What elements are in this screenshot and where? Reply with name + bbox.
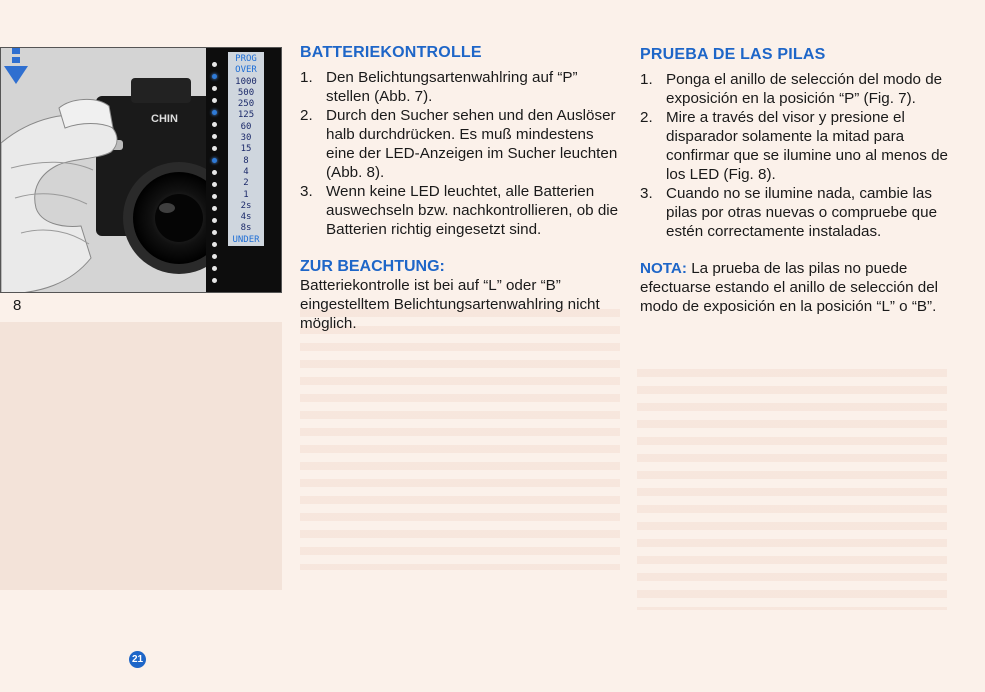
- led-indicator: [212, 134, 217, 139]
- figure-number: 8: [13, 297, 22, 314]
- german-steps: [300, 68, 620, 239]
- led-indicator: [212, 206, 217, 211]
- led-indicator: [212, 254, 217, 259]
- scale-label: 1: [243, 189, 249, 200]
- scale-label: UNDER: [232, 234, 260, 245]
- led-indicator: [212, 194, 217, 199]
- led-indicator: [212, 182, 217, 187]
- led-indicator: [212, 278, 217, 283]
- list-item: 2. Mire a través del visor y presione el disparador solamente la mitad para confirmar que se ilumine uno al menos de los LED (Fig. 8).: [640, 109, 948, 183]
- scale-label: 30: [240, 133, 252, 144]
- spanish-note: [640, 259, 952, 316]
- list-item: 1. Ponga el anillo de selección del modo de exposición en la posición “P” (Fig. 7).: [640, 71, 943, 107]
- led-indicator: [212, 62, 217, 67]
- page-number-badge: 21: [129, 651, 146, 668]
- led-indicator: [212, 230, 217, 235]
- led-indicator: [212, 266, 217, 271]
- led-indicator: [212, 218, 217, 223]
- spanish-heading: PRUEBA DE LAS PILAS: [640, 46, 826, 63]
- german-section: [300, 44, 620, 333]
- led-indicator: [212, 146, 217, 151]
- scale-label: 2: [243, 178, 249, 189]
- down-arrow-icon: [1, 48, 31, 92]
- shutter-speed-scale: [228, 52, 264, 246]
- viewfinder-led-display: [206, 48, 282, 292]
- scale-label: PROG: [235, 54, 257, 64]
- scale-label: 1000: [235, 76, 257, 87]
- led-indicator: [212, 74, 217, 79]
- bleed-through-panel: [0, 322, 282, 590]
- camera-photo: [0, 47, 282, 293]
- scale-label: 250: [237, 99, 255, 110]
- scale-label: 8s: [240, 223, 252, 234]
- led-indicator: [212, 110, 217, 115]
- led-indicator: [212, 122, 217, 127]
- list-item: 1. Den Belichtungsartenwahlring auf “P” stellen (Abb. 7).: [300, 69, 578, 105]
- scale-label: 125: [237, 110, 255, 121]
- led-indicator: [212, 158, 217, 163]
- scale-label: 4: [243, 166, 249, 177]
- scale-label: 500: [237, 87, 255, 98]
- svg-text:CHIN: CHIN: [151, 113, 178, 125]
- led-indicator: [212, 98, 217, 103]
- scale-label: 2s: [240, 200, 252, 211]
- spanish-section: [640, 46, 952, 316]
- list-item: 3. Wenn keine LED leuchtet, alle Batterien auswechseln bzw. nachkontrollieren, ob die Batterien richtig eingesetzt sind.: [300, 183, 619, 238]
- spanish-steps: [640, 70, 952, 241]
- scale-label: 60: [240, 121, 252, 132]
- note-label: ZUR BEACHTUNG:: [300, 258, 445, 275]
- german-note: [300, 257, 620, 333]
- scale-label: 15: [240, 144, 252, 155]
- led-column: [212, 62, 217, 290]
- bleed-through-text: [300, 300, 620, 570]
- note-text: La prueba de las pilas no puede efectuarse estando el anillo de selección del modo de exposición en la posición “L” o “B”.: [640, 260, 939, 315]
- note-text: Batteriekontrolle ist bei auf “L” oder “B” eingestelltem Belichtungsartenwahlring nicht möglich.: [300, 277, 600, 332]
- list-item: 2. Durch den Sucher sehen und den Auslöser halb durchdrücken. Es muß mindestens eine der LED-Anzeigen im Sucher leuchten (Abb. 8).: [300, 107, 618, 181]
- scale-label: OVER: [235, 65, 257, 76]
- scale-label: 8: [243, 155, 249, 166]
- german-heading: BATTERIEKONTROLLE: [300, 44, 482, 61]
- note-label: NOTA:: [640, 260, 687, 277]
- led-indicator: [212, 242, 217, 247]
- led-indicator: [212, 170, 217, 175]
- led-indicator: [212, 86, 217, 91]
- scale-label: 4s: [240, 212, 252, 223]
- bleed-through-text: [637, 360, 947, 610]
- list-item: 3. Cuando no se ilumine nada, cambie las pilas por otras nuevas o compruebe que estén correctamente instaladas.: [640, 185, 938, 240]
